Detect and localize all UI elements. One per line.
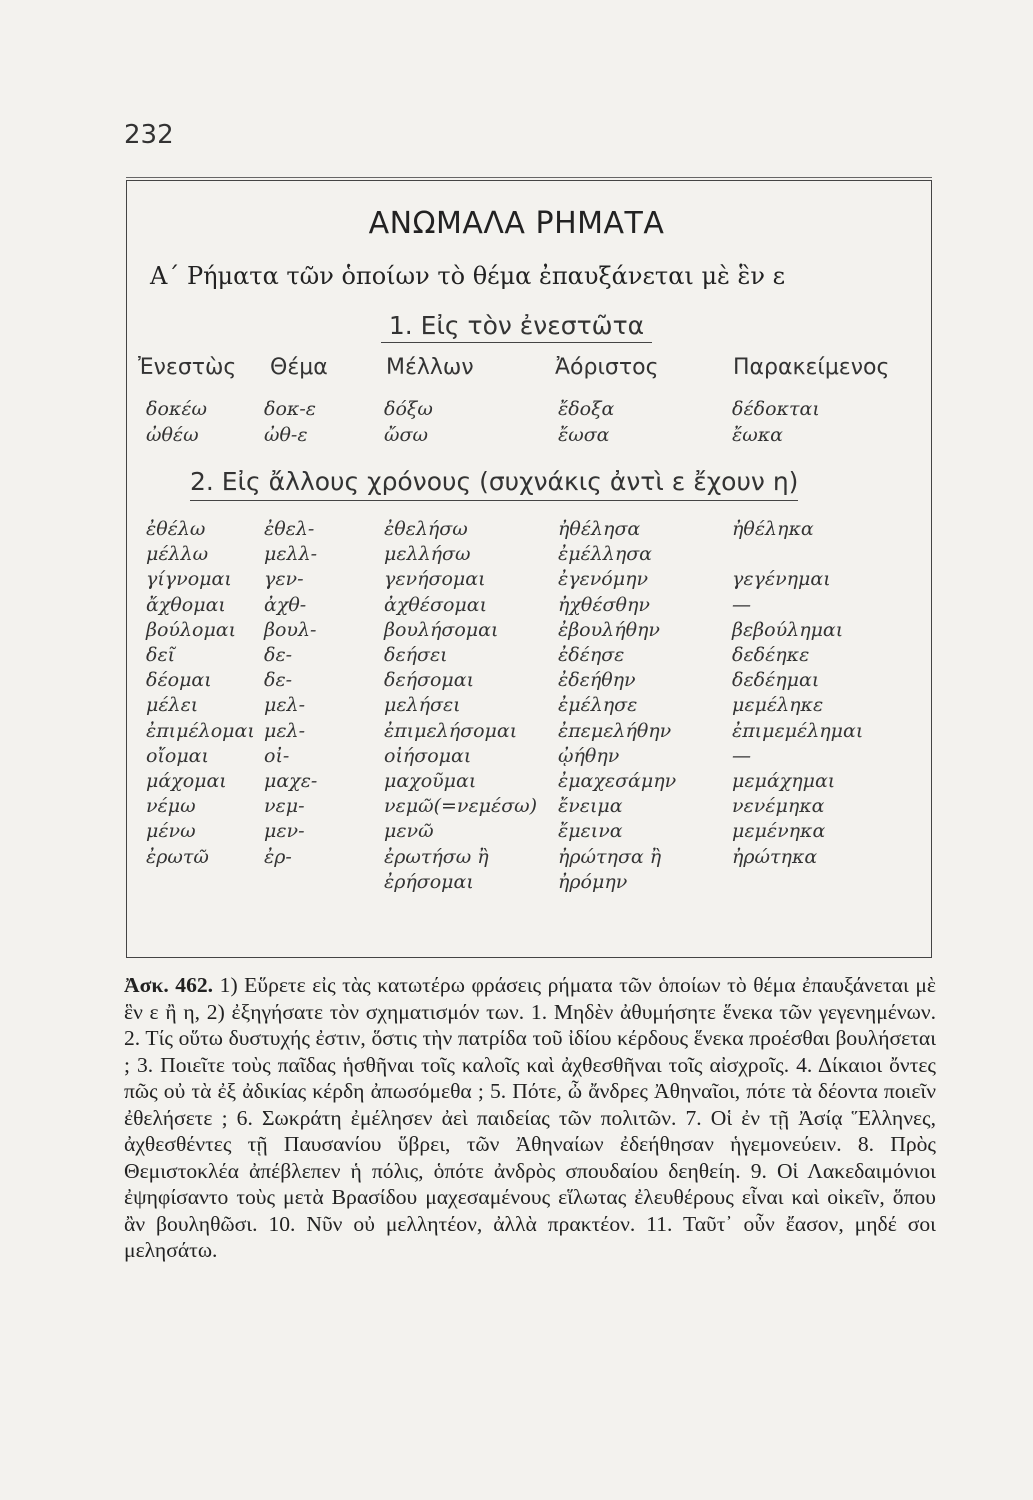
table-cell: ἐρήσομαι bbox=[384, 870, 474, 893]
table-cell: ἐμέλησε bbox=[558, 694, 638, 717]
table-cell: μέλλω bbox=[146, 543, 209, 566]
table-cell: μελλ- bbox=[264, 543, 318, 566]
table-cell: ἠθέλησα bbox=[558, 518, 641, 540]
table-cell: μέλει bbox=[146, 694, 199, 717]
table-cell: βούλομαι bbox=[146, 618, 237, 641]
table-cell: ὠθέω bbox=[146, 423, 199, 446]
table-cell: ἔδοξα bbox=[558, 398, 615, 420]
table-cell: ᾠήθην bbox=[558, 744, 620, 767]
table-cell: — bbox=[732, 593, 751, 616]
table-cell: μεμένηκα bbox=[732, 820, 826, 843]
table-cell: μεμάχημαι bbox=[732, 770, 836, 792]
table-cell: ἐθελ- bbox=[264, 518, 315, 540]
exercise bbox=[124, 972, 936, 1264]
column-header-perfect: Παρακείμενος bbox=[733, 355, 890, 380]
table-cell: οἴομαι bbox=[146, 744, 209, 767]
table-cell: βουλήσομαι bbox=[384, 618, 499, 641]
page-number: 232 bbox=[124, 120, 174, 150]
table-cell: γεγένημαι bbox=[732, 568, 831, 591]
table-cell: ἐθελήσω bbox=[384, 518, 468, 540]
table-cell: ἠθέληκα bbox=[732, 518, 814, 540]
table-cell: δεήσει bbox=[384, 644, 448, 666]
table-cell: οἰ- bbox=[264, 744, 290, 767]
table-cell: μελήσει bbox=[384, 694, 461, 717]
table-cell: ἔνειμα bbox=[558, 795, 623, 818]
table-cell: βεβούλημαι bbox=[732, 618, 844, 641]
table-cell: ἐπιμεμέλημαι bbox=[732, 719, 864, 742]
table-cell: ἐθέλω bbox=[146, 518, 206, 540]
table-cell: γενήσομαι bbox=[384, 568, 486, 591]
table-cell: μελλήσω bbox=[384, 543, 471, 566]
table-cell: δοκ-ε bbox=[264, 398, 316, 420]
column-header-present: Ἐνεστὼς bbox=[138, 355, 237, 380]
table-cell: δε- bbox=[264, 669, 293, 692]
table-cell: οἰήσομαι bbox=[384, 744, 472, 767]
table-cell: ἐρωτῶ bbox=[146, 845, 209, 868]
table-cell: νεμῶ(=νεμέσω) bbox=[384, 795, 538, 818]
column-header-future: Μέλλων bbox=[386, 355, 474, 380]
table-cell: γεν- bbox=[264, 568, 304, 591]
table-cell: ἐπιμελήσομαι bbox=[384, 719, 518, 742]
table-cell: μεμέληκε bbox=[732, 694, 824, 717]
section-heading-2-text: 2. Εἰς ἄλλους χρόνους (συχνάκις ἀντὶ ε ἔχουν η) bbox=[190, 467, 798, 501]
table-cell: ἐβουλήθην bbox=[558, 618, 660, 641]
table-cell: δεδέημαι bbox=[732, 669, 820, 692]
table-cell: βουλ- bbox=[264, 618, 317, 641]
table-cell: ἠχθέσθην bbox=[558, 593, 650, 616]
table-cell: μένω bbox=[146, 820, 196, 843]
table-cell: ἐμέλλησα bbox=[558, 543, 653, 566]
table-cell: ἐμαχεσάμην bbox=[558, 770, 677, 792]
table-cell: μελ- bbox=[264, 694, 306, 717]
table-cell: — bbox=[732, 744, 751, 767]
table-cell: ἔμεινα bbox=[558, 820, 623, 843]
table-cell: ἐδέησε bbox=[558, 644, 625, 666]
table-cell: μενῶ bbox=[384, 820, 434, 843]
table-cell: ἠρώτησα ἢ bbox=[558, 845, 662, 868]
subtitle: Α΄ Ρήματα τῶν ὁποίων τὸ θέμα ἐπαυξάνεται μὲ ἓν ε bbox=[150, 262, 786, 290]
table-cell: δεδέηκε bbox=[732, 644, 810, 666]
table-cell: δέδοκται bbox=[732, 398, 820, 420]
table-cell: ὤσω bbox=[384, 423, 428, 446]
table-cell: ἄχθομαι bbox=[146, 593, 226, 616]
frame-top-rule bbox=[126, 177, 932, 178]
table-cell: μελ- bbox=[264, 719, 306, 742]
table-cell: δοκέω bbox=[146, 398, 208, 420]
section-heading-2 bbox=[190, 467, 798, 501]
table-cell: ἐρ- bbox=[264, 845, 292, 868]
column-header-stem: Θέμα bbox=[270, 355, 328, 380]
table-cell: νεμ- bbox=[264, 795, 305, 818]
table-cell: νέμω bbox=[146, 795, 196, 818]
table-cell: ἐδεήθην bbox=[558, 669, 636, 692]
table-cell: δεῖ bbox=[146, 644, 176, 666]
table-cell: ἀχθ- bbox=[264, 593, 307, 616]
table-cell: νενέμηκα bbox=[732, 795, 825, 818]
table-cell: ἐρωτήσω ἢ bbox=[384, 845, 489, 868]
table-cell: ἐπιμέλομαι bbox=[146, 719, 255, 742]
section-heading-1 bbox=[0, 311, 1033, 343]
exercise-label: Ἀσκ. 462. bbox=[124, 973, 214, 997]
table-cell: ὠθ-ε bbox=[264, 423, 308, 446]
table-cell: γίγνομαι bbox=[146, 568, 232, 591]
table-cell: ἐγενόμην bbox=[558, 568, 649, 591]
column-header-aorist: Ἀόριστος bbox=[555, 355, 659, 380]
table-cell: μαχοῦμαι bbox=[384, 770, 477, 792]
exercise-text: 1) Εὕρετε εἰς τὰς κατωτέρω φράσεις ρήματα τῶν ὁποίων τὸ θέμα ἐπαυξάνεται μὲ ἓν ε ἢ η, 2) ἐξηγήσατε τὸν σχηματισμόν των. 1. Μηδὲν ἀθυμήσητε ἕνεκα τῶν γεγενημένων. 2. Τίς οὕτω δυστυχής ἐστιν, ὅστις τὴν πατρίδα τοῦ ἰδίου κέρδους ἕνεκα προέσθαι βουλήσεται ; 3. Ποιεῖτε τοὺς παῖδας ἡσθῆναι τοῖς καλοῖς καὶ ἀχθεσθῆναι τοῖς αἰσχροῖς. 4. Δίκαιοι ὄντες πῶς οὐ τὰ ἐξ ἀδικίας κέρδη ἀπωσόμεθα ; 5. Πότε, ὦ ἄνδρες Ἀθηναῖοι, πότε τὰ δέοντα ποιεῖν ἐθελήσετε ; 6. Σωκράτη ἐμέλησεν ἀεὶ παιδείας τῶν πολιτῶν. 7. Οἱ ἐν τῇ Ἀσίᾳ Ἕλληνες, ἀχθεσθέντες τῇ Παυσανίου ὕβρει, τῶν Ἀθηναίων ἐδεήθησαν ἡγεμονεύειν. 8. Πρὸς Θεμιστοκλέα ἀπέβλεπεν ἡ πόλις, ὁπότε ἀνδρὸς σπουδαίου δεηθείη. 9. Οἱ Λακεδαιμόνιοι ἐψηφίσαντο τοὺς μετὰ Βρασίδου μαχεσαμένους εἵλωτας ἐλευθέρους εἶναι καὶ οἰκεῖν, ὅπου ἂν βουληθῶσι. 10. Νῦν οὐ μελλητέον, ἀλλὰ πρακτέον. 11. Ταῦτ᾽ οὖν ἔασον, μηδέ σοι μελησάτω. bbox=[124, 973, 937, 1262]
table-cell: ἠρόμην bbox=[558, 870, 628, 893]
section-heading-1-text: 1. Εἰς τὸν ἐνεστῶτα bbox=[381, 311, 652, 343]
table-cell: δόξω bbox=[384, 398, 433, 420]
page-title: ΑΝΩΜΑΛΑ ΡΗΜΑΤΑ bbox=[368, 206, 665, 241]
table-cell: ἐπεμελήθην bbox=[558, 719, 672, 742]
table-cell: μεν- bbox=[264, 820, 305, 843]
table-cell: μάχομαι bbox=[146, 770, 227, 792]
table-cell: δε- bbox=[264, 644, 293, 666]
table-cell: δεήσομαι bbox=[384, 669, 475, 692]
table-cell: ἀχθέσομαι bbox=[384, 593, 488, 616]
table-cell: μαχε- bbox=[264, 770, 318, 792]
table-cell: ἔωσα bbox=[558, 423, 610, 446]
table-cell: ἔωκα bbox=[732, 423, 783, 446]
table-cell: δέομαι bbox=[146, 669, 212, 692]
table-cell: ἠρώτηκα bbox=[732, 845, 818, 868]
